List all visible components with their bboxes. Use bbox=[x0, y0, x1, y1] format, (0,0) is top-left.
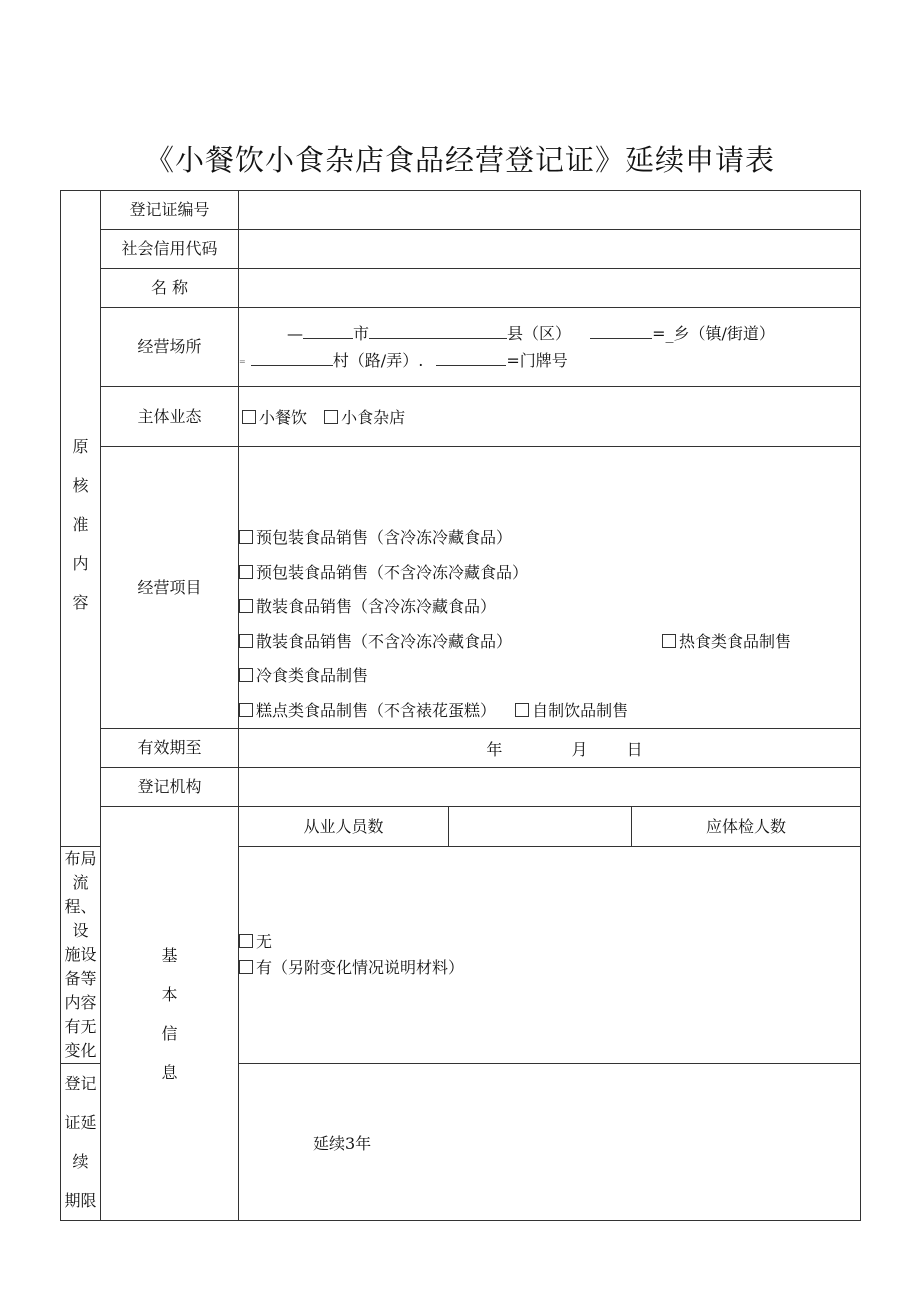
county-blank[interactable] bbox=[369, 322, 507, 339]
city-blank[interactable] bbox=[303, 322, 353, 339]
item-label: 散装食品销售（不含冷冻冷藏食品） bbox=[256, 631, 513, 651]
section-char: 息 bbox=[161, 1062, 178, 1082]
row-authority bbox=[61, 768, 861, 807]
row-staff bbox=[61, 807, 861, 847]
valid-until-label: 有效期至 bbox=[101, 729, 239, 768]
section-char: 信 bbox=[161, 1023, 178, 1043]
label-line: 期限 bbox=[64, 1191, 97, 1210]
checkbox-icon[interactable] bbox=[239, 565, 253, 579]
item-label: 糕点类食品制售（不含裱花蛋糕） bbox=[256, 700, 497, 720]
section-char: 内 bbox=[72, 554, 89, 573]
address-prefix: — bbox=[287, 323, 303, 343]
item-option[interactable] bbox=[239, 659, 860, 694]
address-town: 乡（镇/街道） bbox=[673, 323, 775, 343]
authority-field[interactable] bbox=[239, 768, 861, 807]
section-char: 核 bbox=[72, 476, 89, 495]
option-label: 小食杂店 bbox=[341, 408, 406, 427]
door-blank[interactable] bbox=[436, 349, 506, 366]
section-char: 本 bbox=[161, 984, 178, 1004]
day-unit: 日 bbox=[626, 739, 643, 759]
row-valid-until bbox=[61, 729, 861, 768]
checkbox-icon[interactable] bbox=[239, 960, 253, 974]
credit-code-field[interactable] bbox=[239, 230, 861, 269]
address-county: 县（区） bbox=[507, 323, 572, 343]
reg-no-field[interactable] bbox=[239, 191, 861, 230]
label-line: 有无变化 bbox=[64, 1017, 97, 1060]
item-option-drinks[interactable] bbox=[515, 701, 628, 720]
checkbox-icon[interactable] bbox=[239, 599, 253, 613]
label-line: 布局流程、设 bbox=[64, 849, 97, 940]
checkup-count-label: 应体检人数 bbox=[632, 807, 861, 847]
application-form-table bbox=[60, 190, 861, 1221]
checkbox-icon[interactable] bbox=[239, 934, 253, 948]
item-option[interactable] bbox=[239, 694, 860, 729]
row-premises bbox=[61, 308, 861, 387]
option-label: 有（另附变化情况说明材料） bbox=[256, 958, 465, 977]
row-business-type bbox=[61, 387, 861, 447]
item-option[interactable] bbox=[239, 625, 860, 660]
premises-label: 经营场所 bbox=[101, 308, 239, 387]
row-credit-code bbox=[61, 230, 861, 269]
row-business-items bbox=[61, 447, 861, 729]
address-line2-mark: = bbox=[239, 356, 246, 366]
premises-field[interactable] bbox=[239, 308, 861, 387]
section-char: 准 bbox=[72, 515, 89, 534]
renewal-period-label bbox=[61, 1064, 101, 1221]
checkbox-icon[interactable] bbox=[324, 410, 338, 424]
reg-no-label: 登记证编号 bbox=[101, 191, 239, 230]
item-label: 预包装食品销售（不含冷冻冷藏食品） bbox=[256, 562, 529, 582]
address-door-sep: = bbox=[506, 350, 520, 370]
row-reg-no bbox=[61, 191, 861, 230]
item-label: 热食类食品制售 bbox=[679, 631, 792, 651]
option-has-change[interactable] bbox=[239, 955, 860, 981]
option-label: 小餐饮 bbox=[259, 408, 308, 427]
label-line: 登记证延续 bbox=[64, 1074, 97, 1171]
credit-code-label: 社会信用代码 bbox=[101, 230, 239, 269]
business-type-options bbox=[239, 387, 861, 447]
month-unit: 月 bbox=[571, 739, 588, 759]
checkbox-icon[interactable] bbox=[239, 668, 253, 682]
label-line: 施设备等内容 bbox=[64, 945, 97, 1012]
item-label: 自制饮品制售 bbox=[532, 700, 629, 720]
page-title: 《小餐饮小食杂店食品经营登记证》延续申请表 bbox=[144, 143, 775, 177]
village-blank[interactable] bbox=[251, 349, 333, 366]
option-small-catering[interactable] bbox=[242, 408, 307, 427]
section-char: 容 bbox=[72, 593, 89, 612]
staff-count-label: 从业人员数 bbox=[239, 807, 449, 847]
option-label: 无 bbox=[256, 932, 273, 951]
layout-change-label bbox=[61, 847, 101, 1064]
item-option[interactable] bbox=[239, 556, 860, 591]
checkbox-icon[interactable] bbox=[239, 634, 253, 648]
section-original-content bbox=[61, 191, 101, 847]
checkbox-icon[interactable] bbox=[242, 410, 256, 424]
address-village: 村（路/弄）. bbox=[332, 350, 424, 370]
item-option[interactable] bbox=[239, 590, 860, 625]
item-label: 冷食类食品制售 bbox=[256, 666, 369, 685]
town-blank[interactable] bbox=[590, 322, 652, 339]
name-field[interactable] bbox=[239, 269, 861, 308]
checkbox-icon[interactable] bbox=[239, 530, 253, 544]
business-type-label: 主体业态 bbox=[101, 387, 239, 447]
option-no-change[interactable] bbox=[239, 929, 860, 955]
year-unit: 年 bbox=[486, 739, 503, 759]
checkbox-icon[interactable] bbox=[662, 634, 676, 648]
renewal-period-value: 延续3年 bbox=[239, 1064, 861, 1221]
item-label: 预包装食品销售（含冷冻冷藏食品） bbox=[256, 528, 513, 547]
authority-label: 登记机构 bbox=[101, 768, 239, 807]
staff-count-field[interactable] bbox=[449, 807, 632, 847]
checkbox-icon[interactable] bbox=[515, 703, 529, 717]
section-basic-info bbox=[101, 807, 239, 1221]
item-option[interactable] bbox=[239, 521, 860, 556]
name-label: 名 称 bbox=[101, 269, 239, 308]
checkbox-icon[interactable] bbox=[239, 703, 253, 717]
address-city: 市 bbox=[353, 323, 370, 343]
item-option-hot-food[interactable] bbox=[662, 625, 791, 660]
item-label: 散装食品销售（含冷冻冷藏食品） bbox=[256, 597, 497, 616]
valid-until-field[interactable] bbox=[239, 729, 861, 768]
address-door: 门牌号 bbox=[519, 350, 568, 370]
address-town-sep: =_ bbox=[652, 323, 674, 343]
option-small-grocery[interactable] bbox=[324, 408, 405, 427]
business-items-options bbox=[239, 447, 861, 729]
business-items-label: 经营项目 bbox=[101, 447, 239, 729]
section-char: 基 bbox=[161, 945, 178, 965]
section-char: 原 bbox=[72, 437, 89, 456]
layout-change-options bbox=[239, 847, 861, 1064]
row-name bbox=[61, 269, 861, 308]
